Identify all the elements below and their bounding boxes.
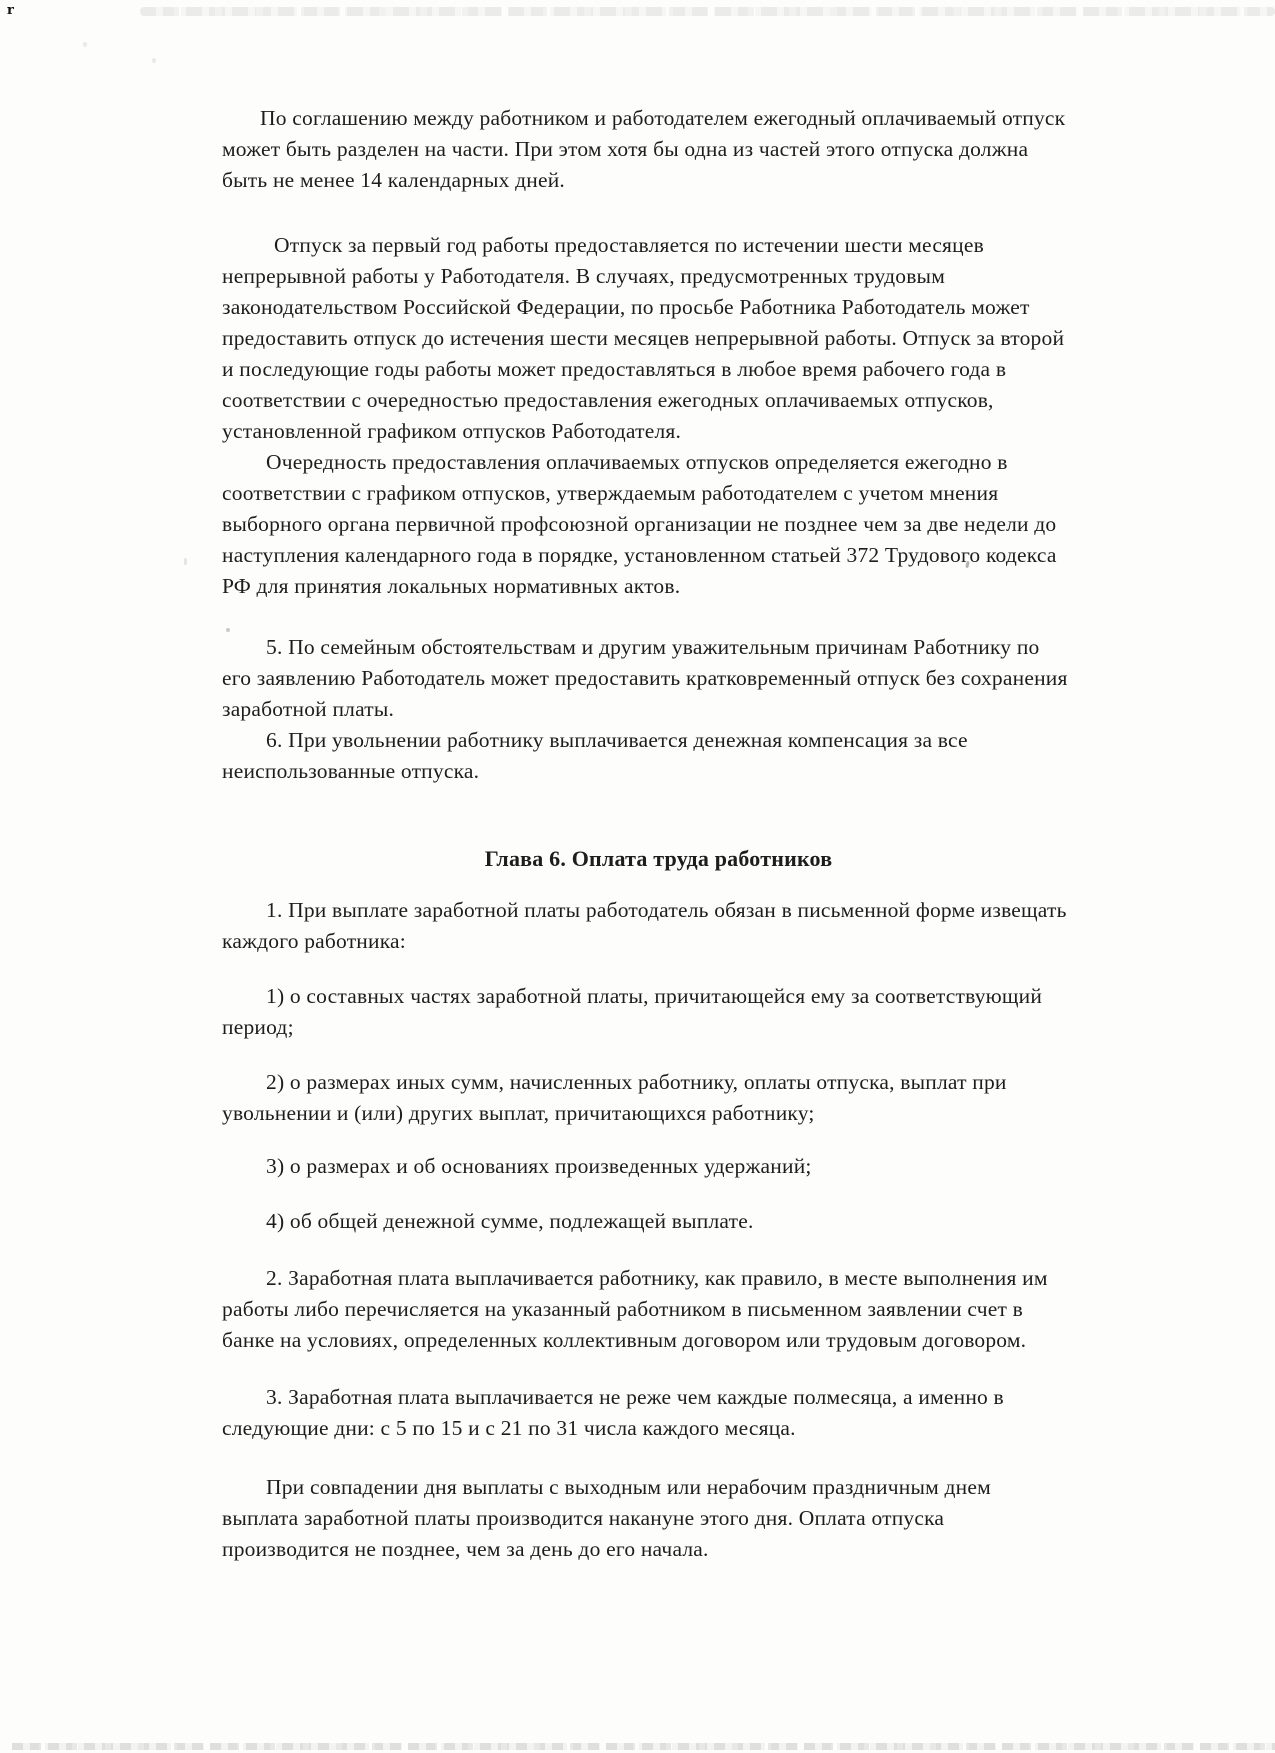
text-line: 4) об общей денежной сумме, подлежащей выплате. [266, 1209, 754, 1233]
text-line: соответствии с графиком отпусков, утверждаемым работодателем с учетом мнения [222, 481, 999, 505]
text-line: 1) о составных частях заработной платы, причитающейся ему за соответствующий [266, 984, 1043, 1008]
paragraph-ch6-item3-payment-dates [222, 1382, 1095, 1444]
text-line: При совпадении дня выплаты с выходным или нерабочим праздничным днем [266, 1475, 991, 1499]
text-line: заработной платы. [222, 697, 395, 721]
text-line: выплата заработной платы производится накануне этого дня. Оплата отпуска [222, 1506, 945, 1530]
text-line: 3) о размерах и об основаниях произведенных удержаний; [266, 1154, 812, 1178]
text-line: непрерывной работы у Работодателя. В случаях, предусмотренных трудовым [222, 264, 945, 288]
text-line: каждого работника: [222, 929, 406, 953]
paragraph-ch6-holiday-payday [222, 1472, 1095, 1565]
text-line: 1. При выплате заработной платы работодатель обязан в письменной форме извещать [266, 898, 1067, 922]
text-line: производится не позднее, чем за день до его начала. [222, 1537, 709, 1561]
text-line: период; [222, 1015, 294, 1039]
paragraph-vacation-schedule-order [222, 447, 1095, 602]
scan-smudge-top-edge [140, 7, 1275, 16]
scan-speck [83, 42, 87, 47]
text-line: соответствии с очередностью предоставления ежегодных оплачиваемых отпусков, [222, 388, 994, 412]
text-line: 2. Заработная плата выплачивается работнику, как правило, в месте выполнения им [266, 1266, 1048, 1290]
text-line: 2) о размерах иных сумм, начисленных работнику, оплаты отпуска, выплат при [266, 1070, 1007, 1094]
text-line: Очередность предоставления оплачиваемых отпусков определяется ежегодно в [266, 450, 1008, 474]
paragraph-ch6-subitem2-other-sums [222, 1067, 1095, 1129]
chapter6-heading: Глава 6. Оплата труда работников [484, 846, 833, 871]
text-line: может быть разделен на части. При этом хотя бы одна из частей этого отпуска должна [222, 137, 1029, 161]
text-line: 3. Заработная плата выплачивается не реже чем каждые полмесяца, а именно в [266, 1385, 1004, 1409]
paragraph-ch6-subitem3-deductions [222, 1151, 1095, 1182]
ink-mark: r [7, 3, 14, 18]
paragraph-ch6-item2-payment-place [222, 1263, 1095, 1356]
paragraph-vacation-split [222, 103, 1095, 196]
paragraph-ch6-subitem4-total-sum [222, 1206, 1095, 1237]
scan-dashes-bottom-edge [12, 1743, 1275, 1750]
text-line: законодательством Российской Федерации, по просьбе Работника Работодатель может [222, 295, 1030, 319]
text-line: 6. При увольнении работнику выплачивается денежная компенсация за все [266, 728, 968, 752]
paragraph-ch6-item1-notify [222, 895, 1095, 957]
text-line: выборного органа первичной профсоюзной организации не позднее чем за две недели до [222, 512, 1057, 536]
text-line: По соглашению между работником и работодателем ежегодный оплачиваемый отпуск [260, 106, 1066, 130]
document-text-column [222, 103, 1095, 1565]
text-line: предоставить отпуск до истечения шести месяцев непрерывной работы. Отпуск за второй [222, 326, 1065, 350]
text-line: установленной графиком отпусков Работодателя. [222, 419, 682, 443]
paragraph-item5-unpaid-leave [222, 632, 1095, 725]
scan-speck [184, 558, 187, 565]
paragraph-first-year-vacation [222, 230, 1095, 447]
paragraph-ch6-subitem1-salary-parts [222, 981, 1095, 1043]
text-line: его заявлению Работодатель может предоставить кратковременный отпуск без сохранения [222, 666, 1068, 690]
text-line: быть не менее 14 календарных дней. [222, 168, 565, 192]
text-line: наступления календарного года в порядке, установленном статьей 372 Трудового кодекса [222, 543, 1057, 567]
text-line: увольнении и (или) других выплат, причитающихся работнику; [222, 1101, 815, 1125]
text-line: следующие дни: с 5 по 15 и с 21 по 31 числа каждого месяца. [222, 1416, 796, 1440]
scan-speck [152, 58, 156, 63]
text-line: работы либо перечисляется на указанный работником в письменном заявлении счет в [222, 1297, 1024, 1321]
text-line: банке на условиях, определенных коллективным договором или трудовым договором. [222, 1328, 1027, 1352]
text-line: неиспользованные отпуска. [222, 759, 480, 783]
text-line: 5. По семейным обстоятельствам и другим уважительным причинам Работнику по [266, 635, 1040, 659]
text-line: Отпуск за первый год работы предоставляется по истечении шести месяцев [274, 233, 984, 257]
paragraph-item6-dismissal-compensation [222, 725, 1095, 787]
text-line: и последующие годы работы может предоставляться в любое время рабочего года в [222, 357, 1007, 381]
text-line: РФ для принятия локальных нормативных актов. [222, 574, 681, 598]
